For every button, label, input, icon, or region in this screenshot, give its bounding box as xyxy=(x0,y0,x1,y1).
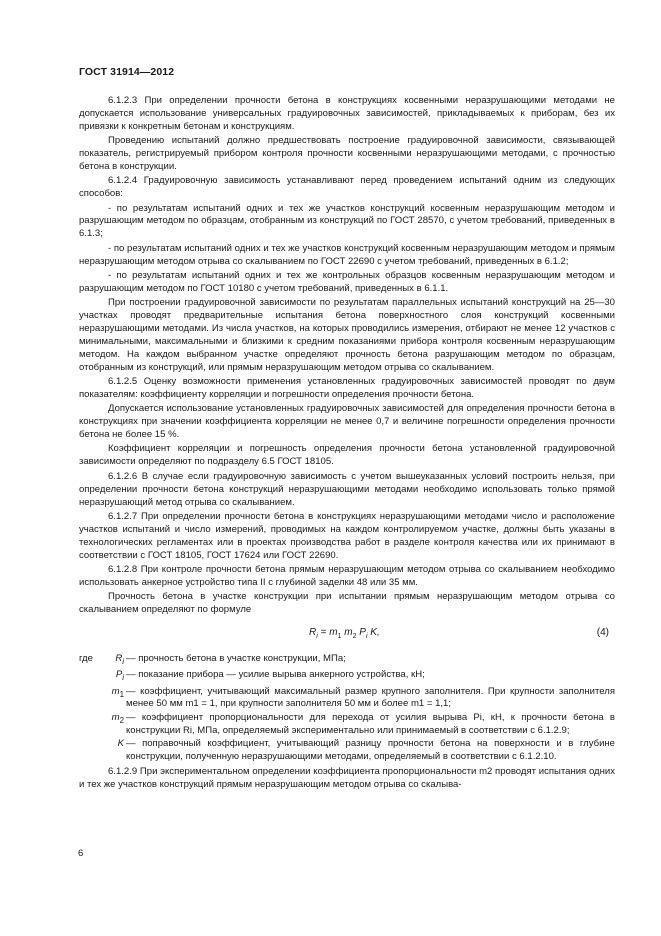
formula-row xyxy=(79,626,615,643)
list-item: - по результатам испытаний одних и тех же участков конструкций косвенным неразрушающим методом и разрушающим методом по образцам, отобранным из конструкций по ГОСТ 28570, с учетом требований, приведенных в 6.1.3; xyxy=(79,202,615,240)
paragraph: Коэффициент корреляции и погрешность определения прочности бетона установленной градуировочной зависимости определяют по подразделу 6.5 ГОСТ 18105. xyxy=(79,443,615,468)
definition-item xyxy=(79,686,615,712)
document-body xyxy=(79,95,615,793)
paragraph: 6.1.2.7 При определении прочности бетона в конструкциях неразрушающими методами число и расположение участков испытаний и число измерений, проводимых на каждом контролируемом участке, должны быть указаны в технологических регламентах или в проектах производства работ в разделе контроля качества или их принимают в соответствии с ГОСТ 18105, ГОСТ 17624 или ГОСТ 22690. xyxy=(79,510,615,561)
symbol: P xyxy=(115,669,123,681)
formula-term: K, xyxy=(370,627,380,639)
paragraph: При построении градуировочной зависимости по результатам параллельных испытаний конструкций на 25—30 участках проводят предварительные испытания бетона поверхностного слоя конструкций косвенными неразрушающими методами. Из числа участков, на которых проводились измерения, отбирают не менее 12 участков с минимальными, максимальными и близкими к средним показаниями прибора контроля косвенным неразрушающим методом. На каждом выбранном участке определяют прочность бетона разрушающим методом по образцам, отобранным из конструкций, или прямым неразрушающим методом отрыва со скалыванием. xyxy=(79,297,615,373)
definition-symbol xyxy=(79,712,124,738)
definition-item xyxy=(79,669,615,685)
paragraph: 6.1.2.5 Оценку возможности применения установленных градуировочных зависимостей проводят по двум показателям: коэффициенту корреляции и погрешности определения прочности бетона. xyxy=(79,376,615,401)
definitions-list xyxy=(79,653,615,764)
paragraph: 6.1.2.4 Градуировочную зависимость устанавливают перед проведением испытаний одним из следующих способов: xyxy=(79,175,615,200)
definition-text: — коэффициент пропорциональности для перехода от усилия вырыва Pi, кН, к прочности бетона в конструкции Ri, МПа, определяемый экспериментально или принимаемый в соответствии с 6.1.2.9; xyxy=(126,711,615,736)
document-header: ГОСТ 31914—2012 xyxy=(79,66,175,78)
paragraph: Прочность бетона в участке конструкции при испытании прямым неразрушающим методом отрыва со скалыванием определяют по формуле xyxy=(79,591,615,616)
definitions-lead: где xyxy=(79,653,93,665)
symbol: m xyxy=(111,685,120,697)
definition-text: — показание прибора — усилие вырыва анкерного устройства, кН; xyxy=(126,669,425,681)
formula-term-sub: i xyxy=(365,633,368,641)
symbol: m xyxy=(111,711,120,723)
definition-text: — коэффициент, учитывающий максимальный размер крупного заполнителя. При крупности заполнителя менее 50 мм m1 = 1, при крупности заполнителя 50 мм и более m1 = 1,1; xyxy=(126,685,615,710)
definition-item xyxy=(79,712,615,738)
symbol: R xyxy=(115,653,123,665)
symbol-sub: 1 xyxy=(119,689,124,699)
symbol-sub: 2 xyxy=(119,715,124,725)
paragraph: 6.1.2.9 При экспериментальном определении коэффициента пропорциональности m2 проводят испытания одних и тех же участков конструкций прямым неразрушающим методом отрыва со скалыва- xyxy=(79,766,615,790)
formula xyxy=(309,627,380,644)
symbol-sub: i xyxy=(122,673,124,683)
symbol: K xyxy=(117,738,124,750)
formula-term-sub: 1 xyxy=(337,633,342,641)
paragraph: 6.1.2.8 При контроле прочности бетона прямым неразрушающим методом отрыва со скалыванием необходимо использовать анкерное устройство типа II с глубиной заделки 48 или 35 мм. xyxy=(79,563,615,588)
formula-term: m xyxy=(344,627,353,639)
definition-symbol xyxy=(79,653,124,669)
definition-symbol xyxy=(79,669,124,685)
definition-text: — прочность бетона в участке конструкции, МПа; xyxy=(126,653,346,665)
definition-item xyxy=(79,653,615,669)
definition-item xyxy=(79,738,615,764)
formula-term-sub: 2 xyxy=(352,633,357,641)
definition-symbol xyxy=(79,686,124,712)
page-number: 6 xyxy=(78,848,84,859)
paragraph: Допускается использование установленных градуировочных зависимостей для определения прочности бетона в конструкциях при значении коэффициента корреляции не менее 0,7 и величине погрешности определения прочности бетона не более 15 %. xyxy=(79,403,615,441)
list-item: - по результатам испытаний одних и тех же контрольных образцов косвенным неразрушающим методом и разрушающим методом по ГОСТ 10180 с учетом требований, приведенных в 6.1.1. xyxy=(79,269,615,294)
paragraph: 6.1.2.6 В случае если градуировочную зависимость с учетом вышеуказанных условий построить нельзя, при определении прочности бетона конструкций неразрушающими методами необходимо использовать только прямой неразрушающий метод отрыва со скалыванием. xyxy=(79,470,615,508)
formula-lhs-sub: i xyxy=(316,633,318,641)
paragraph: Проведению испытаний должно предшествовать построение градуировочной зависимости, связывающей показатель, регистрируемый прибором контроля прочности косвенными неразрушающими методами, с прочностью бетона в конструкции. xyxy=(79,135,615,173)
formula-lhs: R xyxy=(309,627,317,639)
formula-term: m xyxy=(329,627,338,639)
formula-eq: = xyxy=(317,627,330,639)
paragraph: 6.1.2.3 При определении прочности бетона в конструкциях косвенными неразрушающими методами не допускается использование универсальных градуировочных зависимостей, прикладываемых к приборам, без их привязки к конкретным бетонам и конструкциям. xyxy=(79,95,615,132)
symbol-sub: i xyxy=(122,656,124,666)
list-item: - по результатам испытаний одних и тех же участков конструкций косвенным неразрушающим методом и прямым неразрушающим методом отрыва со скалыванием по ГОСТ 22690 с учетом требований, приведенных в 6.1.2; xyxy=(79,242,615,267)
formula-term: P xyxy=(359,627,366,639)
definition-text: — поправочный коэффициент, учитывающий разницу прочности бетона на поверхности и в глубине конструкции, полученную неразрушающими методами, определяемый в соответствии с 6.1.2.10. xyxy=(126,738,615,763)
definition-symbol xyxy=(79,738,124,764)
formula-number: (4) xyxy=(596,627,609,639)
